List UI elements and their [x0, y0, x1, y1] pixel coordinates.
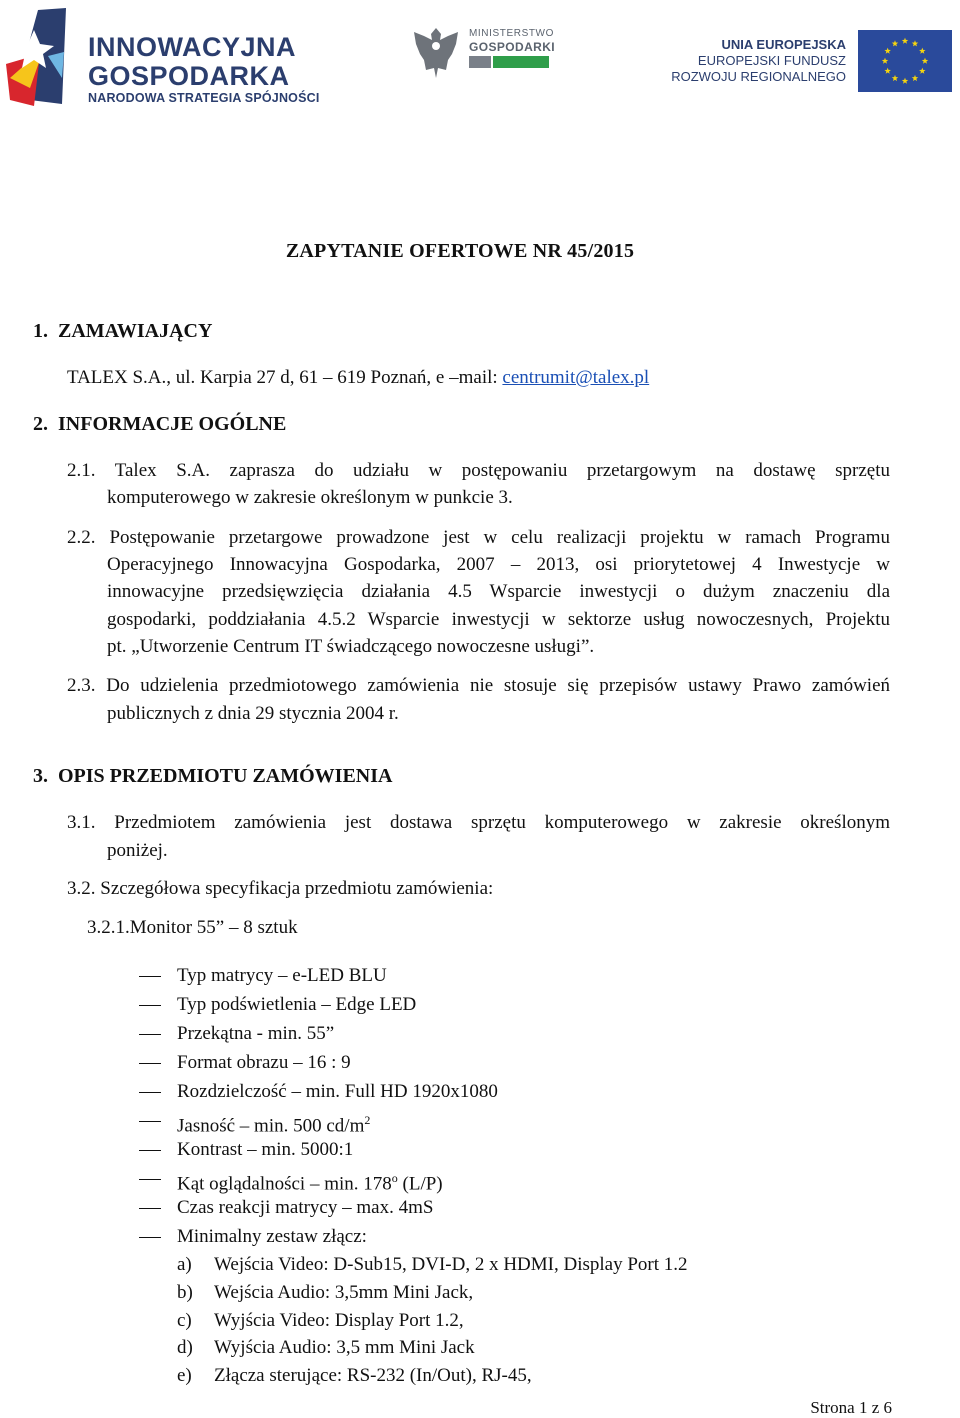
eu-star-icon	[919, 48, 925, 54]
mg-line1: MINISTERSTWO	[469, 28, 554, 39]
eu-flag-icon	[858, 30, 952, 92]
innowacyjna-gospodarka-logo	[4, 8, 320, 108]
spec-text: Kąt oglądalności – min. 178	[177, 1173, 392, 1195]
para-2-2-line2: Operacyjnego Innowacyjna Gospodarka, 2007 – 2013, osi priorytetowej 4 Inwestycje w	[107, 554, 890, 575]
bullet-dash	[139, 1034, 161, 1035]
document-title: ZAPYTANIE OFERTOWE NR 45/2015	[285, 240, 635, 262]
connector-item: Wyjścia Audio: 3,5 mm Mini Jack	[214, 1337, 475, 1358]
spec-item: Minimalny zestaw złącz:	[177, 1226, 367, 1247]
connector-letter: c)	[177, 1310, 192, 1331]
connector-letter: e)	[177, 1365, 192, 1386]
ig-line3: NARODOWA STRATEGIA SPÓJNOŚCI	[88, 91, 320, 105]
spec-item: Typ matrycy – e-LED BLU	[177, 965, 387, 986]
connector-item: Wejścia Video: D-Sub15, DVI-D, 2 x HDMI, Display Port 1.2	[214, 1254, 688, 1275]
eu-line1: UNIA EUROPEJSKA	[721, 37, 846, 52]
mg-line2: GOSPODARKI	[469, 40, 556, 54]
spec-item-brightness	[177, 1107, 370, 1139]
bullet-dash	[139, 1208, 161, 1209]
mg-gray-bar	[469, 56, 491, 68]
ministerstwo-gospodarki-logo	[408, 24, 556, 84]
section-3-heading: 3. OPIS PRZEDMIOTU ZAMÓWIENIA	[33, 765, 393, 787]
bullet-dash	[139, 1237, 161, 1238]
connector-letter: d)	[177, 1337, 193, 1358]
spec-item: Czas reakcji matrycy – max. 4mS	[177, 1197, 434, 1218]
para-3-1-line1: 3.1. Przedmiotem zamówienia jest dostawa sprzętu komputerowego w zakresie określonym	[67, 812, 890, 833]
connector-item: Złącza sterujące: RS-232 (In/Out), RJ-45,	[214, 1365, 532, 1386]
ig-emblem-icon	[4, 8, 74, 108]
eu-stars-icon	[858, 30, 952, 92]
buyer-address	[67, 364, 649, 391]
monitor-heading: 3.2.1.Monitor 55” – 8 sztuk	[87, 917, 298, 938]
para-3-2: 3.2. Szczegółowa specyfikacja przedmiotu zamówienia:	[67, 878, 494, 899]
para-2-2-line5: pt. „Utworzenie Centrum IT świadczącego nowoczesne usługi”.	[107, 636, 595, 657]
eu-star-icon	[882, 58, 888, 64]
page-number: Strona 1 z 6	[810, 1398, 892, 1417]
eu-star-icon	[922, 58, 928, 64]
eu-line3: ROZWOJU REGIONALNEGO	[671, 69, 846, 84]
eu-star-icon	[892, 40, 898, 46]
spec-item-angle	[177, 1165, 443, 1197]
superscript: o	[391, 1171, 398, 1185]
email-link[interactable]: centrumit@talex.pl	[502, 367, 650, 388]
address-text: TALEX S.A., ul. Karpia 27 d, 61 – 619 Poznań, e –mail:	[67, 367, 503, 388]
eu-star-icon	[912, 75, 918, 81]
eu-star-icon	[892, 75, 898, 81]
eu-star-icon	[884, 48, 890, 54]
eu-star-icon	[884, 68, 890, 74]
spec-item: Przekątna - min. 55”	[177, 1023, 335, 1044]
para-2-1-line1: 2.1. Talex S.A. zaprasza do udziału w postępowaniu przetargowym na dostawę sprzętu	[67, 460, 890, 481]
para-2-2-line1: 2.2. Postępowanie przetargowe prowadzone jest w celu realizacji projektu w ramach Programu	[67, 527, 890, 548]
eu-star-icon	[902, 78, 908, 84]
para-3-1-line2: poniżej.	[107, 840, 168, 861]
eu-star-icon	[912, 40, 918, 46]
ig-line1: INNOWACYJNA	[88, 32, 297, 62]
para-2-1-line2: komputerowego w zakresie określonym w punkcie 3.	[107, 487, 513, 508]
spec-suffix: (L/P)	[397, 1173, 443, 1195]
para-2-2-line3: innowacyjne przedsięwzięcia działania 4.5 Wsparcie inwestycji o dużym znaczeniu dla	[107, 581, 890, 602]
para-2-3-line1: 2.3. Do udzielenia przedmiotowego zamówienia nie stosuje się przepisów ustawy Prawo zamówień	[67, 675, 890, 696]
spec-item: Rozdzielczość – min. Full HD 1920x1080	[177, 1081, 498, 1102]
eu-line2: EUROPEJSKI FUNDUSZ	[697, 53, 846, 68]
mg-green-bar	[493, 56, 549, 68]
eu-star-icon	[902, 38, 908, 44]
section-1-heading: 1. ZAMAWIAJĄCY	[33, 320, 213, 342]
bullet-dash	[139, 1179, 161, 1180]
connector-letter: a)	[177, 1254, 192, 1275]
spec-item: Kontrast – min. 5000:1	[177, 1139, 354, 1160]
bullet-dash	[139, 1121, 161, 1122]
eu-star-icon	[919, 68, 925, 74]
bullet-dash	[139, 1092, 161, 1093]
superscript: 2	[364, 1113, 371, 1127]
connector-letter: b)	[177, 1282, 193, 1303]
eu-fund-logo	[671, 28, 954, 92]
section-2-heading: 2. INFORMACJE OGÓLNE	[33, 413, 287, 435]
bullet-dash	[139, 1150, 161, 1151]
bullet-dash	[139, 1005, 161, 1006]
connector-item: Wejścia Audio: 3,5mm Mini Jack,	[214, 1282, 474, 1303]
spec-item: Format obrazu – 16 : 9	[177, 1052, 351, 1073]
eagle-emblem-icon	[408, 24, 464, 82]
spec-item: Typ podświetlenia – Edge LED	[177, 994, 417, 1015]
para-2-3-line2: publicznych z dnia 29 stycznia 2004 r.	[107, 703, 399, 724]
para-2-2-line4: gospodarki, poddziałania 4.5.2 Wsparcie inwestycji w sektorze usług nowoczesnych, Projektu	[107, 609, 890, 630]
spec-text: Jasność – min. 500 cd/m	[177, 1115, 365, 1137]
bullet-dash	[139, 1063, 161, 1064]
bullet-dash	[139, 976, 161, 977]
ig-line2: GOSPODARKA	[88, 61, 290, 91]
connector-item: Wyjścia Video: Display Port 1.2,	[214, 1310, 464, 1331]
